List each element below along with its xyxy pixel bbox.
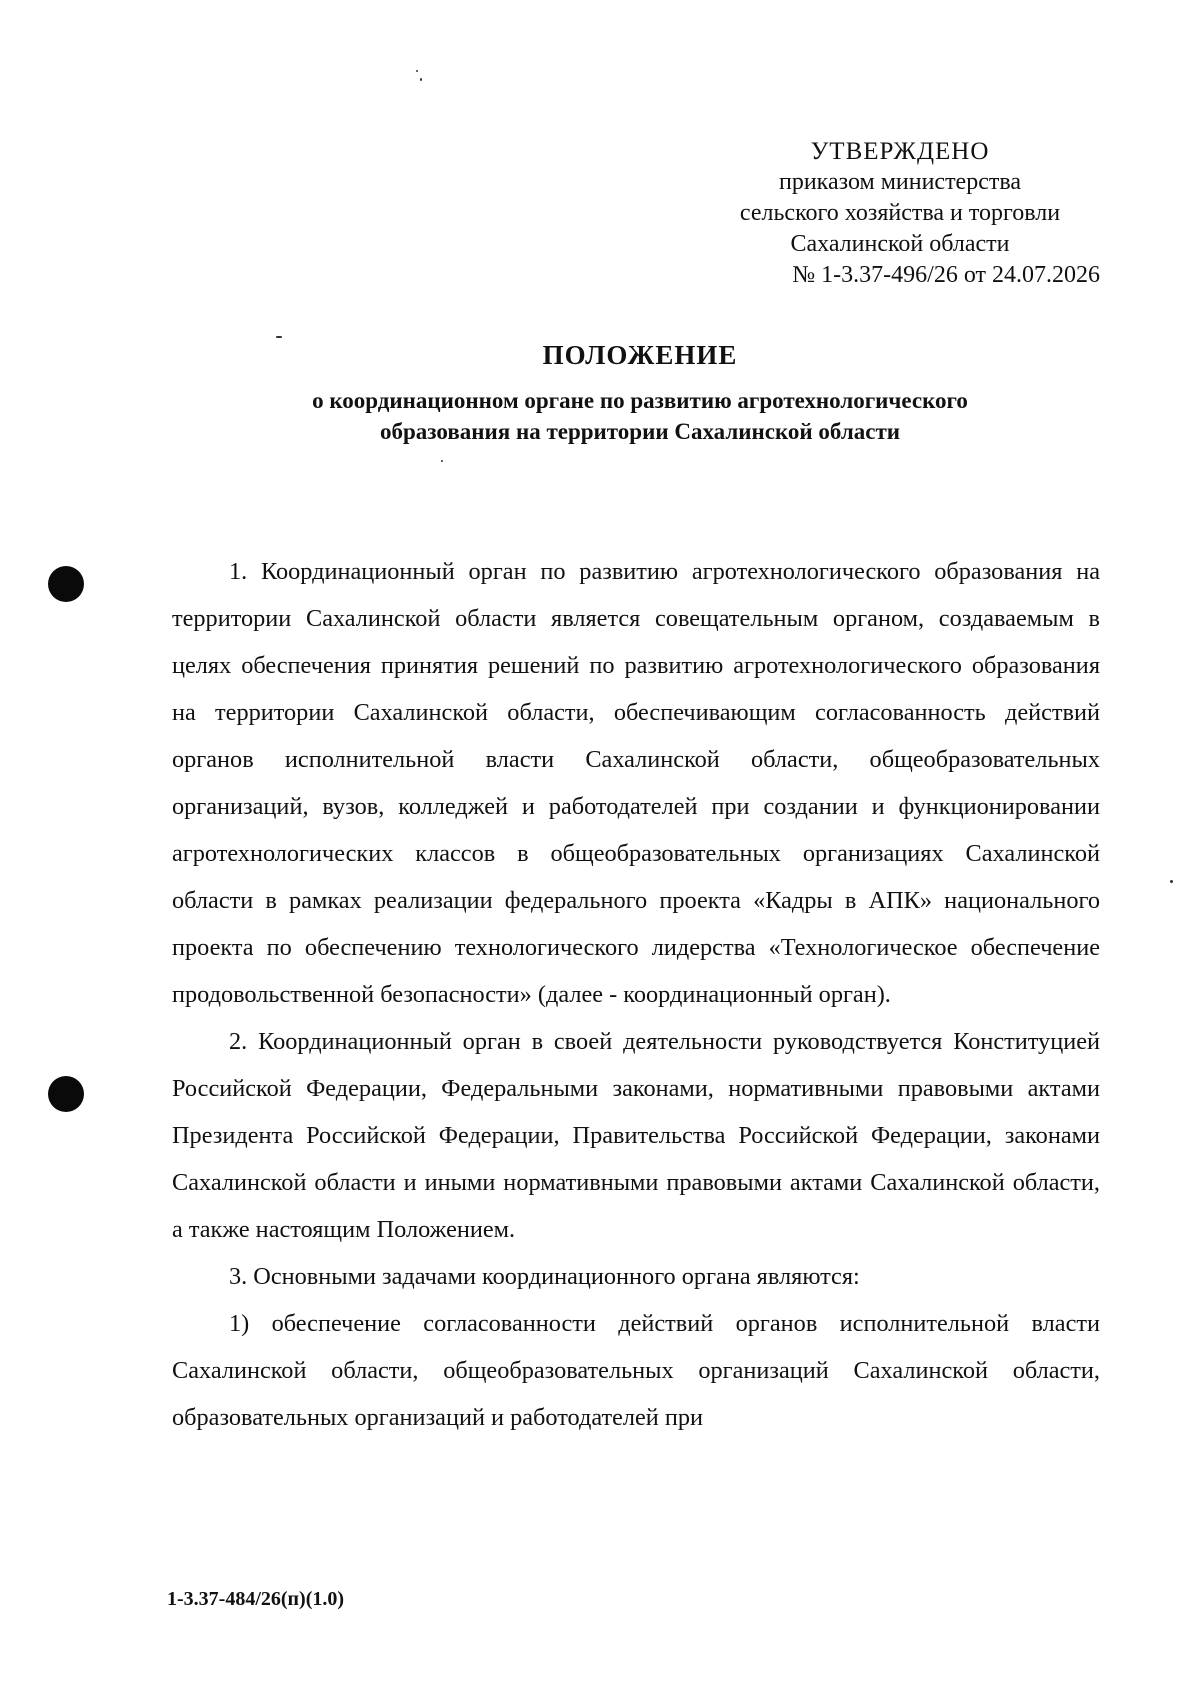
paragraph-3-item-1: 1) обеспечение согласованности действий органов исполнительной власти Сахалинской области, общеобразовательных организаций Сахалинской области, образовательных организаций и работодателей при [172,1310,1100,1431]
scan-speck [441,460,443,462]
document-code: 1-3.37-484/26(п)(1.0) [167,1588,345,1610]
approval-line-region: Сахалинской области [790,231,1010,257]
paragraph-1: 1. Координационный орган по развитию агротехнологического образования на территории Сахалинской области является совещательным органом, создаваемым в целях обеспечения принятия решений по развитию агротехнологического образования на территории Сахалинской области, обеспечивающим согласованность действий органов исполнительной власти Сахалинской области, общеобразовательных организаций, вузов, колледжей и работодателей при создании и функционировании агротехнологических классов в общеобразовательных организациях Сахалинской области в рамках реализации федерального проекта «Кадры в АПК» национального проекта по обеспечению технологического лидерства «Технологическое обеспечение продовольственной безопасности» (далее - координационный орган). [172,558,1100,1008]
document-subtitle [160,385,1120,447]
approval-line-number-date: № 1-3.37-496/26 от 24.07.2026 [792,262,1100,288]
approval-line-ministry: сельского хозяйства и торговли [739,200,1061,226]
approval-block [700,136,1100,291]
document-subtitle-line: о координационном органе по развитию агротехнологического [312,388,968,413]
paragraph-3: 3. Основными задачами координационного органа являются: [229,1263,860,1290]
document-title: ПОЛОЖЕНИЕ [542,340,738,370]
paragraph-2: 2. Координационный орган в своей деятельности руководствуется Конституцией Российской Федерации, Федеральными законами, нормативными правовыми актами Президента Российской Федерации, Правительства Российской Федерации, законами Сахалинской области и иными нормативными правовыми актами Сахалинской области, а также настоящим Положением. [172,1028,1100,1243]
punch-hole-lower [48,1076,84,1112]
approval-heading: УТВЕРЖДЕНО [810,138,990,165]
approval-line-order: приказом министерства [778,169,1022,195]
scan-speck [1170,880,1173,883]
scan-speck [276,336,282,338]
scan-speck [416,70,418,72]
punch-hole-upper [48,566,84,602]
document-subtitle-line: образования на территории Сахалинской области [380,419,900,444]
scan-speck [420,78,422,81]
title-block [160,340,1120,447]
document-body [172,548,1100,1441]
